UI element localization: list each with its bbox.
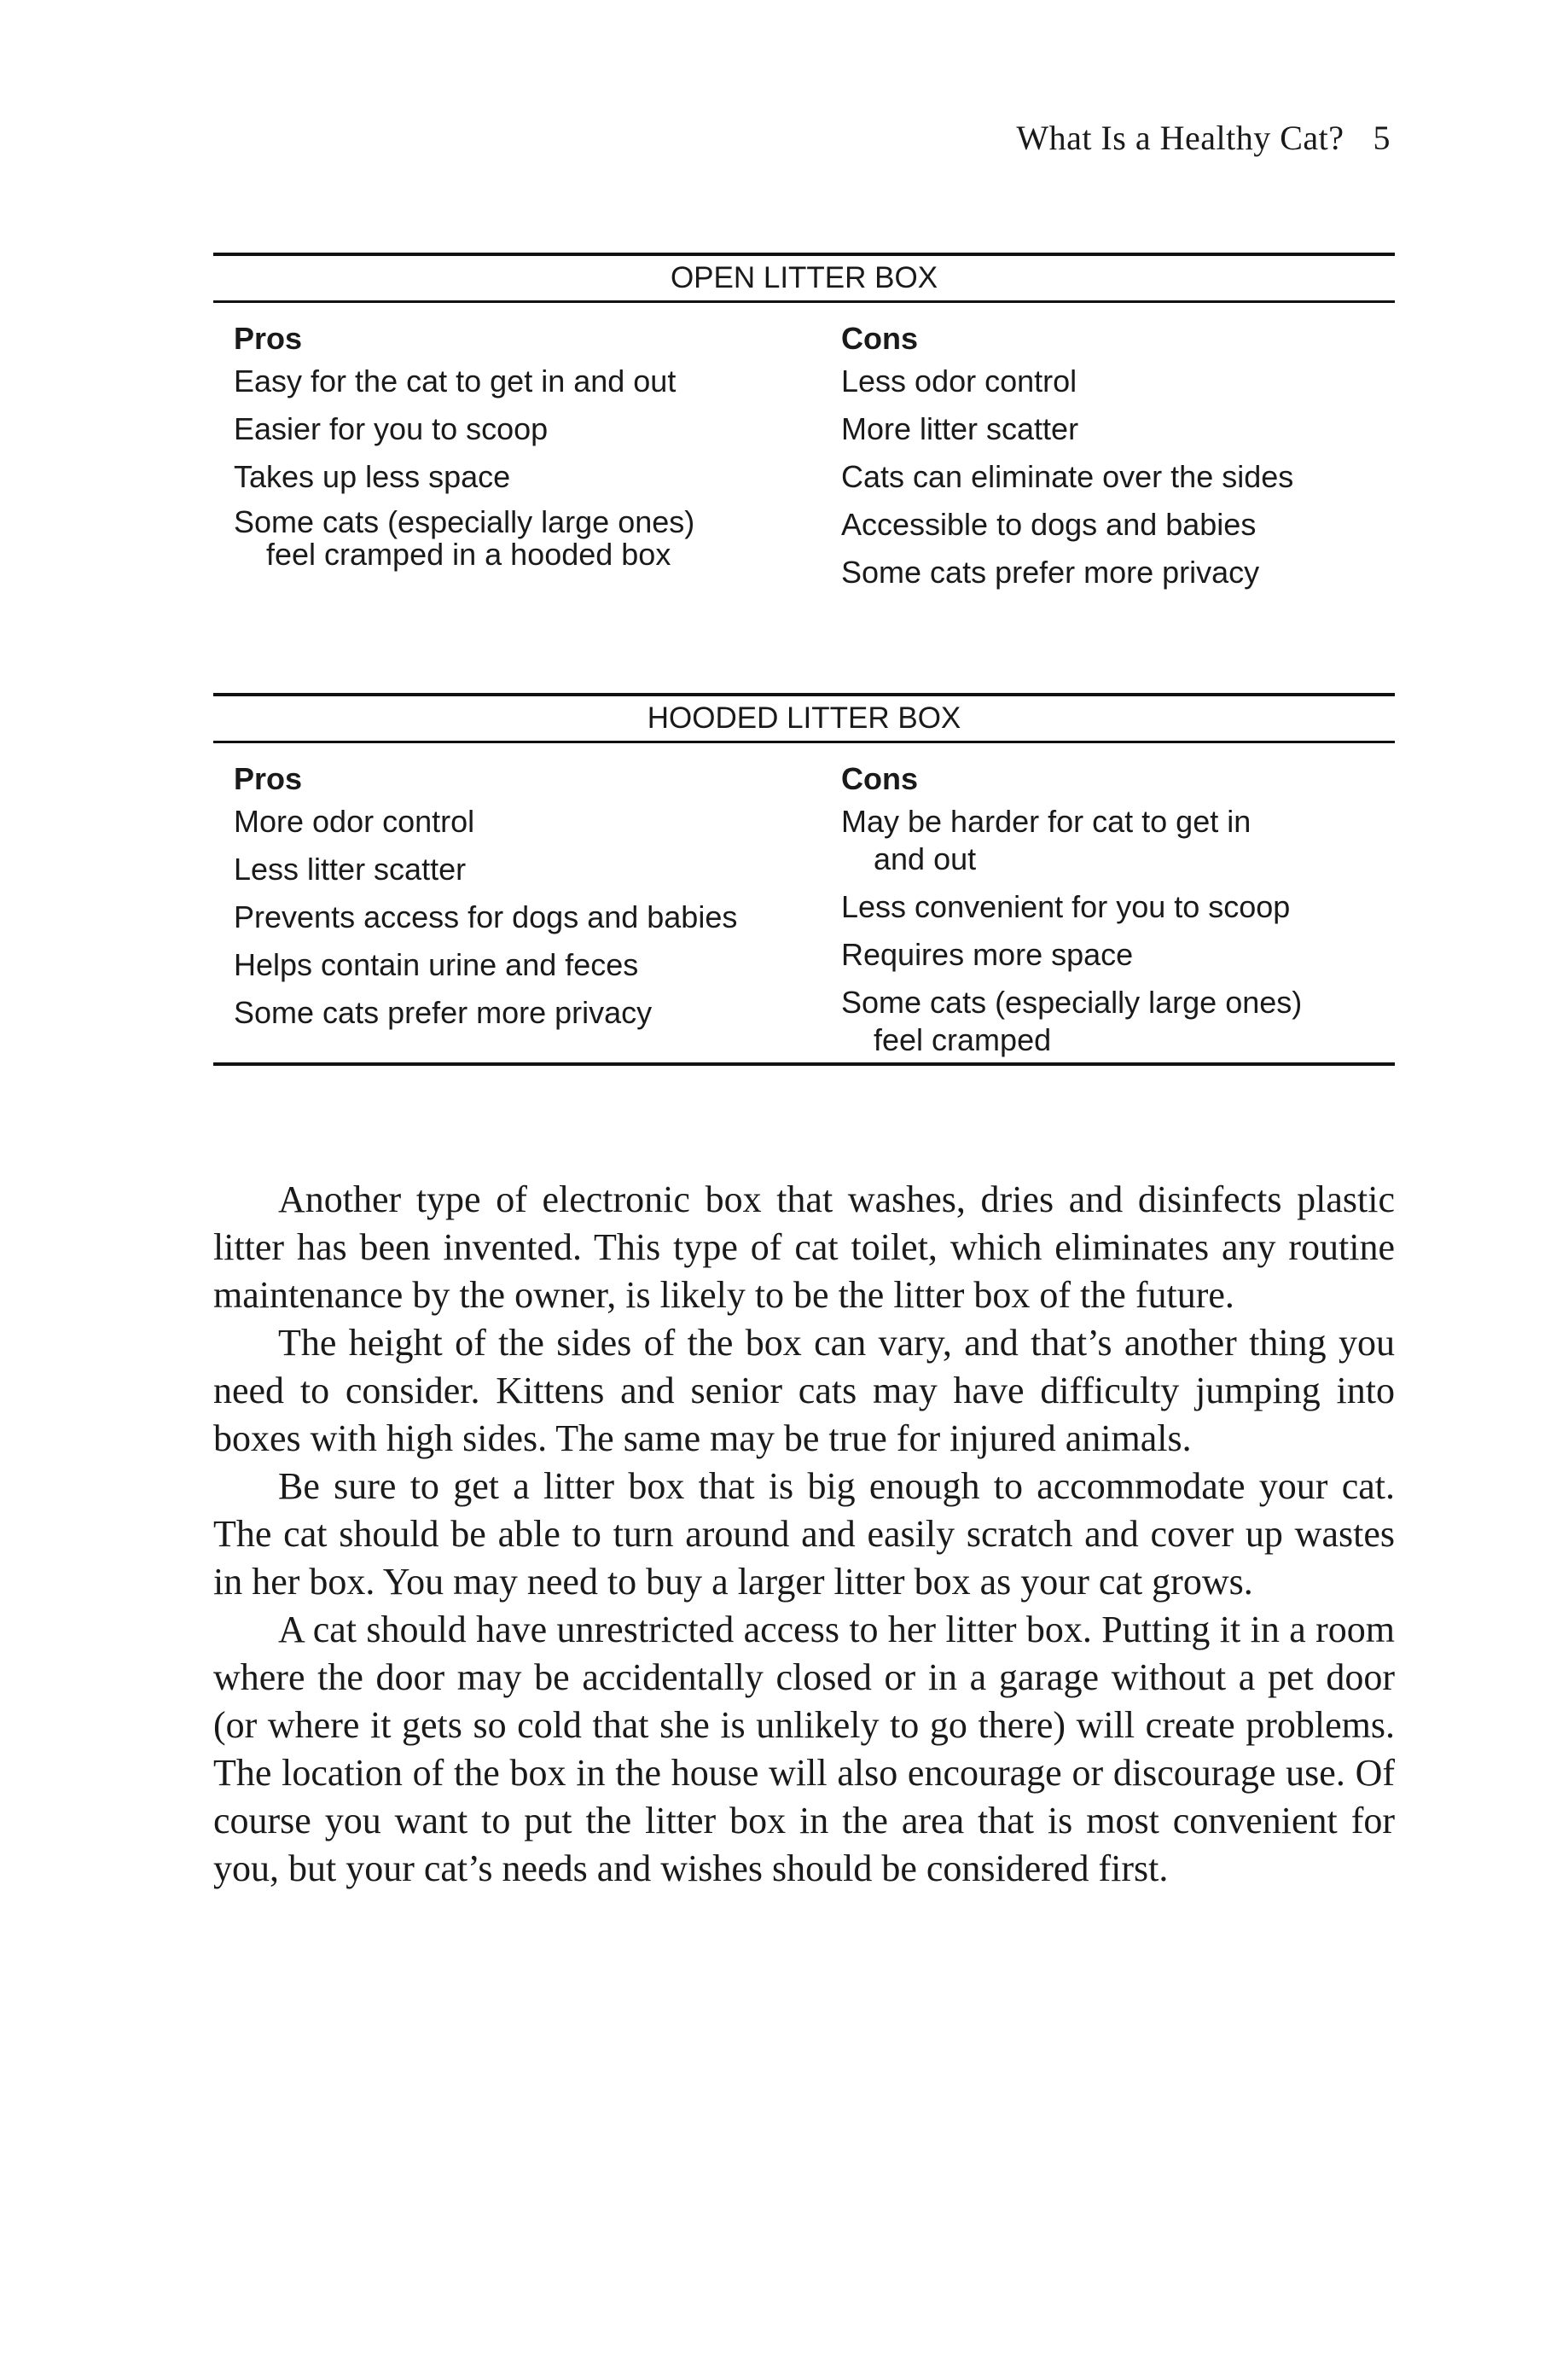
paragraph: The height of the sides of the box can vary, and that’s another thing you need to consider. Kittens and senior cats may have difficulty jumping into boxes with high sides. The same may be true for injured animals.: [213, 1322, 1395, 1459]
pros-heading: Pros: [234, 321, 303, 356]
list-item: Easy for the cat to get in and out: [234, 364, 677, 399]
cons-heading: Cons: [841, 321, 918, 356]
paragraph: A cat should have unrestricted access to her litter box. Putting it in a room where the door may be accidentally closed or in a garage without a pet door (or where it gets so cold that she is unlikely to go there) will create problems. The location of the box in the house will also encourage or discourage use. Of course you want to put the litter box in the area that is most convenient for you, but your cat’s needs and wishes should be considered first.: [213, 1609, 1395, 1889]
list-item: Easier for you to scoop: [234, 411, 549, 446]
list-item: May be harder for cat to get in and out: [841, 804, 1251, 876]
list-item: Less convenient for you to scoop: [841, 889, 1291, 924]
open-litter-box-table: [213, 253, 1395, 602]
pros-column: [234, 315, 841, 602]
pros-heading: Pros: [234, 761, 303, 796]
table-title: OPEN LITTER BOX: [213, 253, 1395, 303]
paragraph: Another type of electronic box that washes, dries and disinfects plastic litter has been invented. This type of cat toilet, which eliminates any routine maintenance by the owner, is likely to be the litter box of the future.: [213, 1178, 1395, 1316]
body-text: [213, 1176, 1395, 1893]
list-item: Some cats (especially large ones) feel cramped in a hooded box: [234, 504, 695, 572]
pros-column: [234, 755, 841, 1059]
list-item: Accessible to dogs and babies: [841, 507, 1257, 542]
running-head-title: What Is a Healthy Cat?: [1016, 119, 1344, 157]
running-head: [1016, 118, 1391, 158]
paragraph: Be sure to get a litter box that is big enough to accommodate your cat. The cat should be able to turn around and easily scratch and cover up wastes in her box. You may need to buy a larger litter box as your cat grows.: [213, 1465, 1395, 1603]
list-item: Less litter scatter: [234, 852, 467, 887]
cons-column: [841, 755, 1395, 1059]
list-item: Some cats prefer more privacy: [841, 555, 1260, 590]
list-item: Prevents access for dogs and babies: [234, 899, 738, 934]
list-item: Some cats prefer more privacy: [234, 995, 653, 1030]
list-item: Requires more space: [841, 937, 1134, 972]
cons-heading: Cons: [841, 761, 918, 796]
list-item: Cats can eliminate over the sides: [841, 459, 1294, 494]
list-item: More odor control: [234, 804, 475, 839]
cons-column: [841, 315, 1395, 602]
hooded-litter-box-table: [213, 693, 1395, 1066]
list-item: More litter scatter: [841, 411, 1079, 446]
list-item: Helps contain urine and feces: [234, 947, 639, 982]
list-item: Less odor control: [841, 364, 1077, 399]
table-title: HOODED LITTER BOX: [213, 693, 1395, 743]
list-item: Takes up less space: [234, 459, 511, 494]
page-number: 5: [1373, 119, 1391, 157]
list-item: Some cats (especially large ones) feel cramped: [841, 985, 1303, 1057]
